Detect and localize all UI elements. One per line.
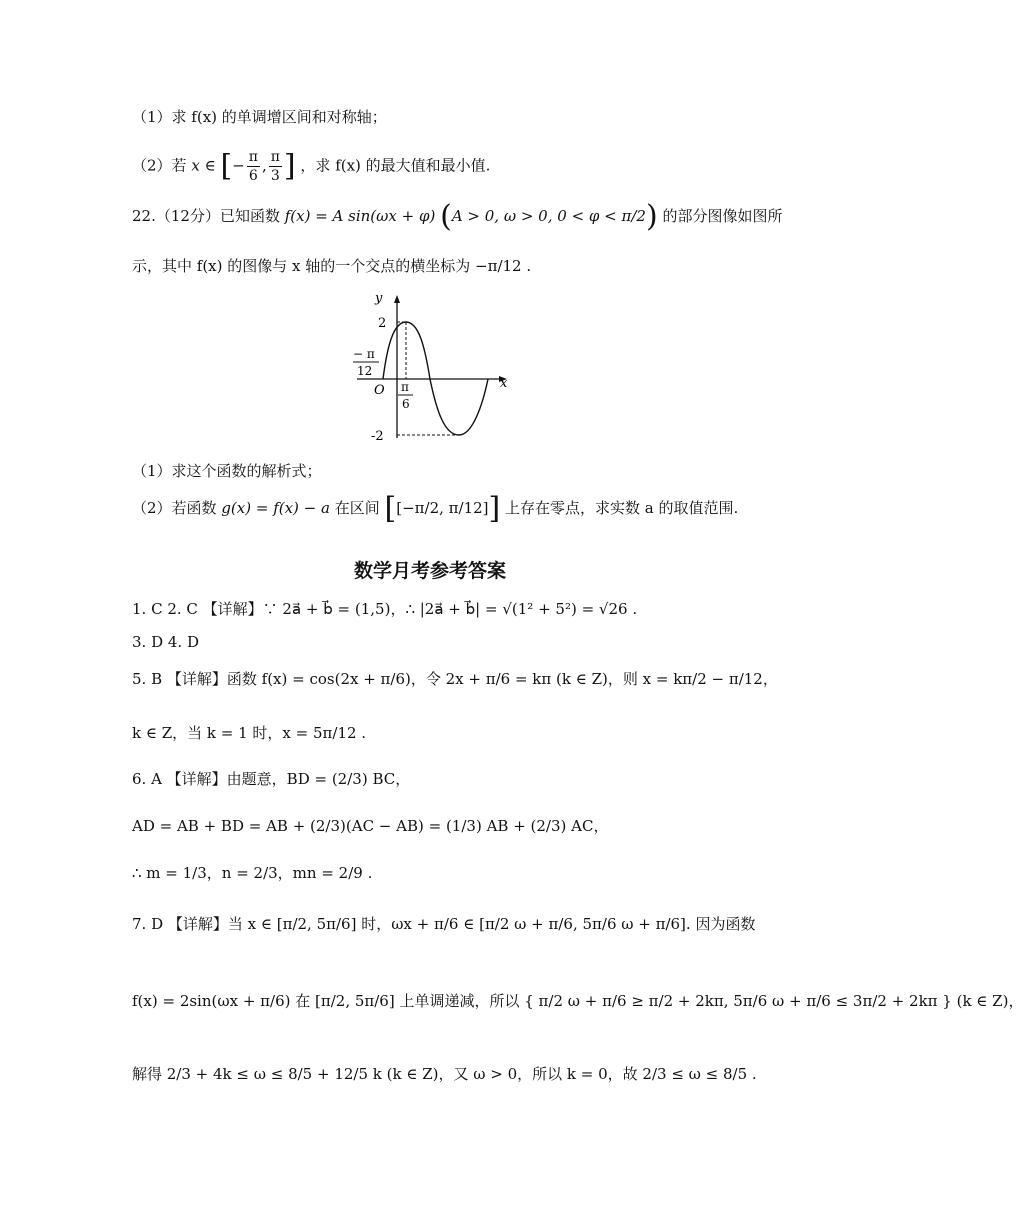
- origin-label: O: [374, 383, 385, 398]
- q22-part2: （2）若函数 g(x) = f(x) − a 在区间 [[−π/2, π/12]] 上存在零点，求实数 a 的取值范围.: [132, 491, 739, 526]
- q22-condition: A > 0, ω > 0, 0 < φ < π/2: [451, 207, 646, 225]
- q22-part2-formula: g(x) = f(x) − a: [221, 499, 330, 517]
- q21-part2-suffix: ，求 f(x) 的最大值和最小值.: [300, 156, 491, 175]
- answer-6-line2: AD = AB + BD = AB + (2/3)(AC − AB) = (1/3) AB + (2/3) AC，: [132, 817, 609, 835]
- answer-5-line2: k ∈ Z，当 k = 1 时，x = 5π/12 .: [132, 724, 367, 742]
- q21-part1: （1）求 f(x) 的单调增区间和对称轴；: [132, 108, 387, 126]
- q22-part1: （1）求这个函数的解析式；: [132, 462, 322, 480]
- q22-formula: f(x) = A sin(ωx + φ): [284, 207, 436, 225]
- min-label: -2: [371, 429, 384, 444]
- q22-number: 22.（12分）已知函数: [132, 207, 280, 225]
- q22-line2-text: 示，其中 f(x) 的图像与 x 轴的一个交点的横坐标为: [132, 257, 471, 275]
- answer-6-line1: 6. A 【详解】由题意，BD = (2/3) BC，: [132, 770, 411, 788]
- svg-text:6: 6: [402, 397, 410, 411]
- q21-part2: （2）若 x ∈ [− $\frac{\pi}{6}$ , $\frac{\pi}{3}$ ] ，求 f(x) 的最大值和最小值.: [132, 148, 491, 184]
- answer-5-line1: 5. B 【详解】函数 f(x) = cos(2x + π/6)，令 2x + π/6 = kπ (k ∈ Z)，则 x = kπ/2 − π/12，: [132, 670, 778, 688]
- max-label: 2: [378, 316, 387, 331]
- peak-tick-label: π: [401, 380, 409, 394]
- q22-part2-interval: [−π/2, π/12]: [396, 499, 489, 517]
- q22-head: 22.（12分）已知函数 f(x) = A sin(ωx + φ) (A > 0, ω > 0, 0 < φ < π/2) 的部分图像如图所: [132, 199, 783, 234]
- q21-part2-prefix: （2）若: [132, 156, 187, 175]
- answer-7-line2: f(x) = 2sin(ωx + π/6) 在 [π/2, 5π/6] 上单调递减，所以 { π/2 ω + π/6 ≥ π/2 + 2kπ, 5π/6 ω + π/6 ≤ 3π/2 + 2kπ } (k ∈ Z)，: [132, 992, 1023, 1010]
- q22-part2-prefix: （2）若函数: [132, 499, 217, 517]
- y-axis-label: y: [375, 291, 383, 306]
- answer-7-line3: 解得 2/3 + 4k ≤ ω ≤ 8/5 + 12/5 k (k ∈ Z)，又 ω > 0，所以 k = 0，故 2/3 ≤ ω ≤ 8/5 .: [132, 1065, 757, 1083]
- svg-text:12: 12: [357, 364, 373, 378]
- y-axis-arrow: [394, 295, 400, 303]
- answers-title: 数学月考参考答案: [353, 560, 506, 582]
- x-axis-label: x: [500, 376, 508, 391]
- sine-graph: [345, 288, 515, 448]
- q22-line2: 示，其中 f(x) 的图像与 x 轴的一个交点的横坐标为 −π/12 .: [132, 257, 532, 275]
- answer-6-line3: ∴ m = 1/3，n = 2/3，mn = 2/9 .: [132, 864, 373, 882]
- q22-head-tail: 的部分图像如图所: [662, 207, 783, 225]
- answer-1-2: 1. C 2. C 【详解】∵ 2a⃗ + b⃗ = (1,5)，∴ |2a⃗ + b⃗| = √(1² + 5²) = √26 .: [132, 600, 638, 618]
- left-tick-label: − π: [353, 347, 375, 361]
- q22-part2-mid: 在区间: [334, 499, 380, 517]
- q22-part2-suffix: 上存在零点，求实数 a 的取值范围.: [505, 499, 739, 517]
- q22-line2-value: −π/12: [475, 257, 522, 275]
- answer-3-4: 3. D 4. D: [132, 633, 199, 651]
- answer-7-line1: 7. D 【详解】当 x ∈ [π/2, 5π/6] 时，ωx + π/6 ∈ [π/2 ω + π/6, 5π/6 ω + π/6]. 因为函数: [132, 915, 756, 933]
